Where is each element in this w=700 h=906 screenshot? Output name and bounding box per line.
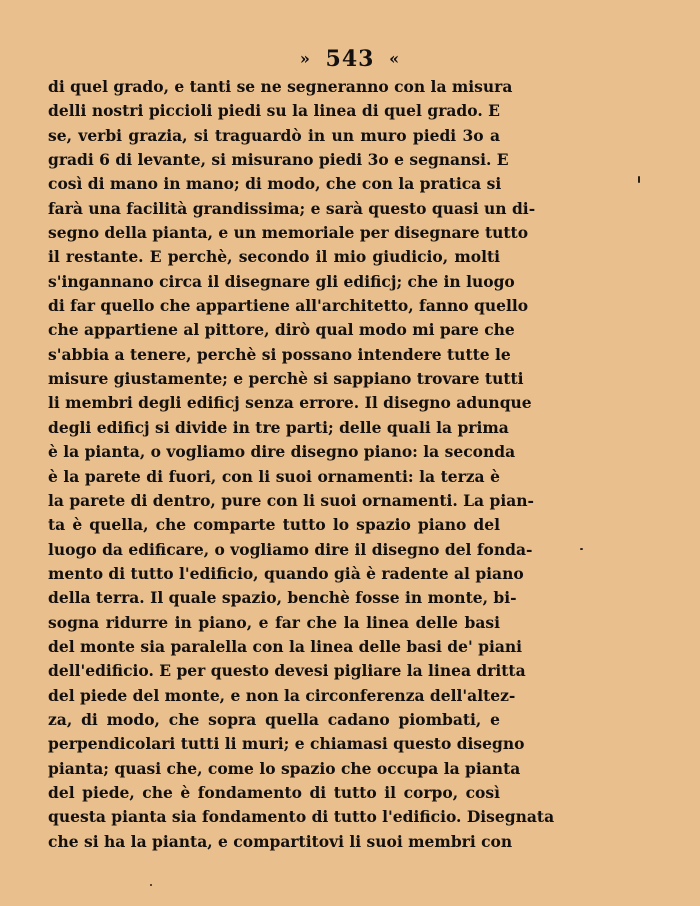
paper-speck: [638, 176, 640, 183]
text-line: che appartiene al pittore, dirò qual modo mi pare che: [48, 320, 515, 340]
text-line: dell'edificio. E per questo devesi pigliare la linea dritta: [48, 661, 526, 681]
text-line: del piede, che è fondamento di tutto il corpo, così: [48, 782, 500, 802]
text-line: za, di modo, che sopra quella cadano piombati, e: [48, 709, 500, 729]
text-line: della terra. Il quale spazio, benchè fosse in monte, bi-: [48, 588, 517, 608]
text-line: farà una facilità grandissima; e sarà questo quasi un di-: [48, 198, 536, 218]
text-line: che si ha la pianta, e compartitovi li suoi membri con: [48, 831, 513, 851]
text-line: il restante. E perchè, secondo il mio giudicio, molti: [48, 247, 500, 267]
text-line: questa pianta sia fondamento di tutto l'edificio. Disegnata: [48, 807, 555, 827]
text-line: degli edificj si divide in tre parti; delle quali la prima: [48, 417, 509, 437]
text-line: luogo da edificare, o vogliamo dire il disegno del fonda-: [48, 539, 533, 559]
text-line: ta è quella, che comparte tutto lo spazio piano del: [48, 515, 500, 535]
text-line: gradi 6 di levante, si misurano piedi 3o e segnansi. E: [48, 150, 509, 170]
paper-speck: [150, 884, 152, 886]
text-line: s'ingannano circa il disegnare gli edificj; che in luogo: [48, 271, 515, 291]
text-line: di quel grado, e tanti se ne segneranno con la misura: [48, 77, 513, 96]
text-line: sogna ridurre in piano, e far che la linea delle basi: [48, 612, 500, 632]
text-line: s'abbia a tenere, perchè si possano intendere tutte le: [48, 344, 511, 364]
text-line: misure giustamente; e perchè si sappiano trovare tutti: [48, 369, 524, 389]
text-line: se, verbi grazia, si traguardò in un muro piedi 3o a: [48, 125, 500, 145]
text-line: di far quello che appartiene all'architetto, fanno quello: [48, 296, 529, 316]
ornament-left: »: [299, 49, 311, 68]
text-line: del piede del monte, e non la circonferenza dell'altez-: [48, 685, 516, 705]
text-line: così di mano in mano; di modo, che con la pratica si: [48, 174, 502, 194]
text-line: è la parete di fuori, con li suoi ornamenti: la terza è: [48, 466, 500, 486]
text-line: perpendicolari tutti li muri; e chiamasi questo disegno: [48, 734, 525, 754]
text-line: del monte sia paralella con la linea delle basi de' piani: [48, 636, 523, 656]
paper-speck: [580, 548, 583, 550]
text-line: la parete di dentro, pure con li suoi ornamenti. La pian-: [48, 490, 534, 510]
page-number: 543: [325, 46, 375, 72]
page-header: [0, 44, 700, 73]
text-line: segno della pianta, e un memoriale per disegnare tutto: [48, 223, 529, 243]
text-line: è la pianta, o vogliamo dire disegno piano: la seconda: [48, 442, 516, 462]
body-text: [48, 75, 555, 854]
text-line: li membri degli edificj senza errore. Il disegno adunque: [48, 393, 532, 413]
text-line: pianta; quasi che, come lo spazio che occupa la pianta: [48, 758, 521, 778]
ornament-right: «: [389, 49, 401, 68]
text-line: delli nostri piccioli piedi su la linea di quel grado. E: [48, 101, 500, 121]
text-line: mento di tutto l'edificio, quando già è radente al piano: [48, 563, 524, 583]
